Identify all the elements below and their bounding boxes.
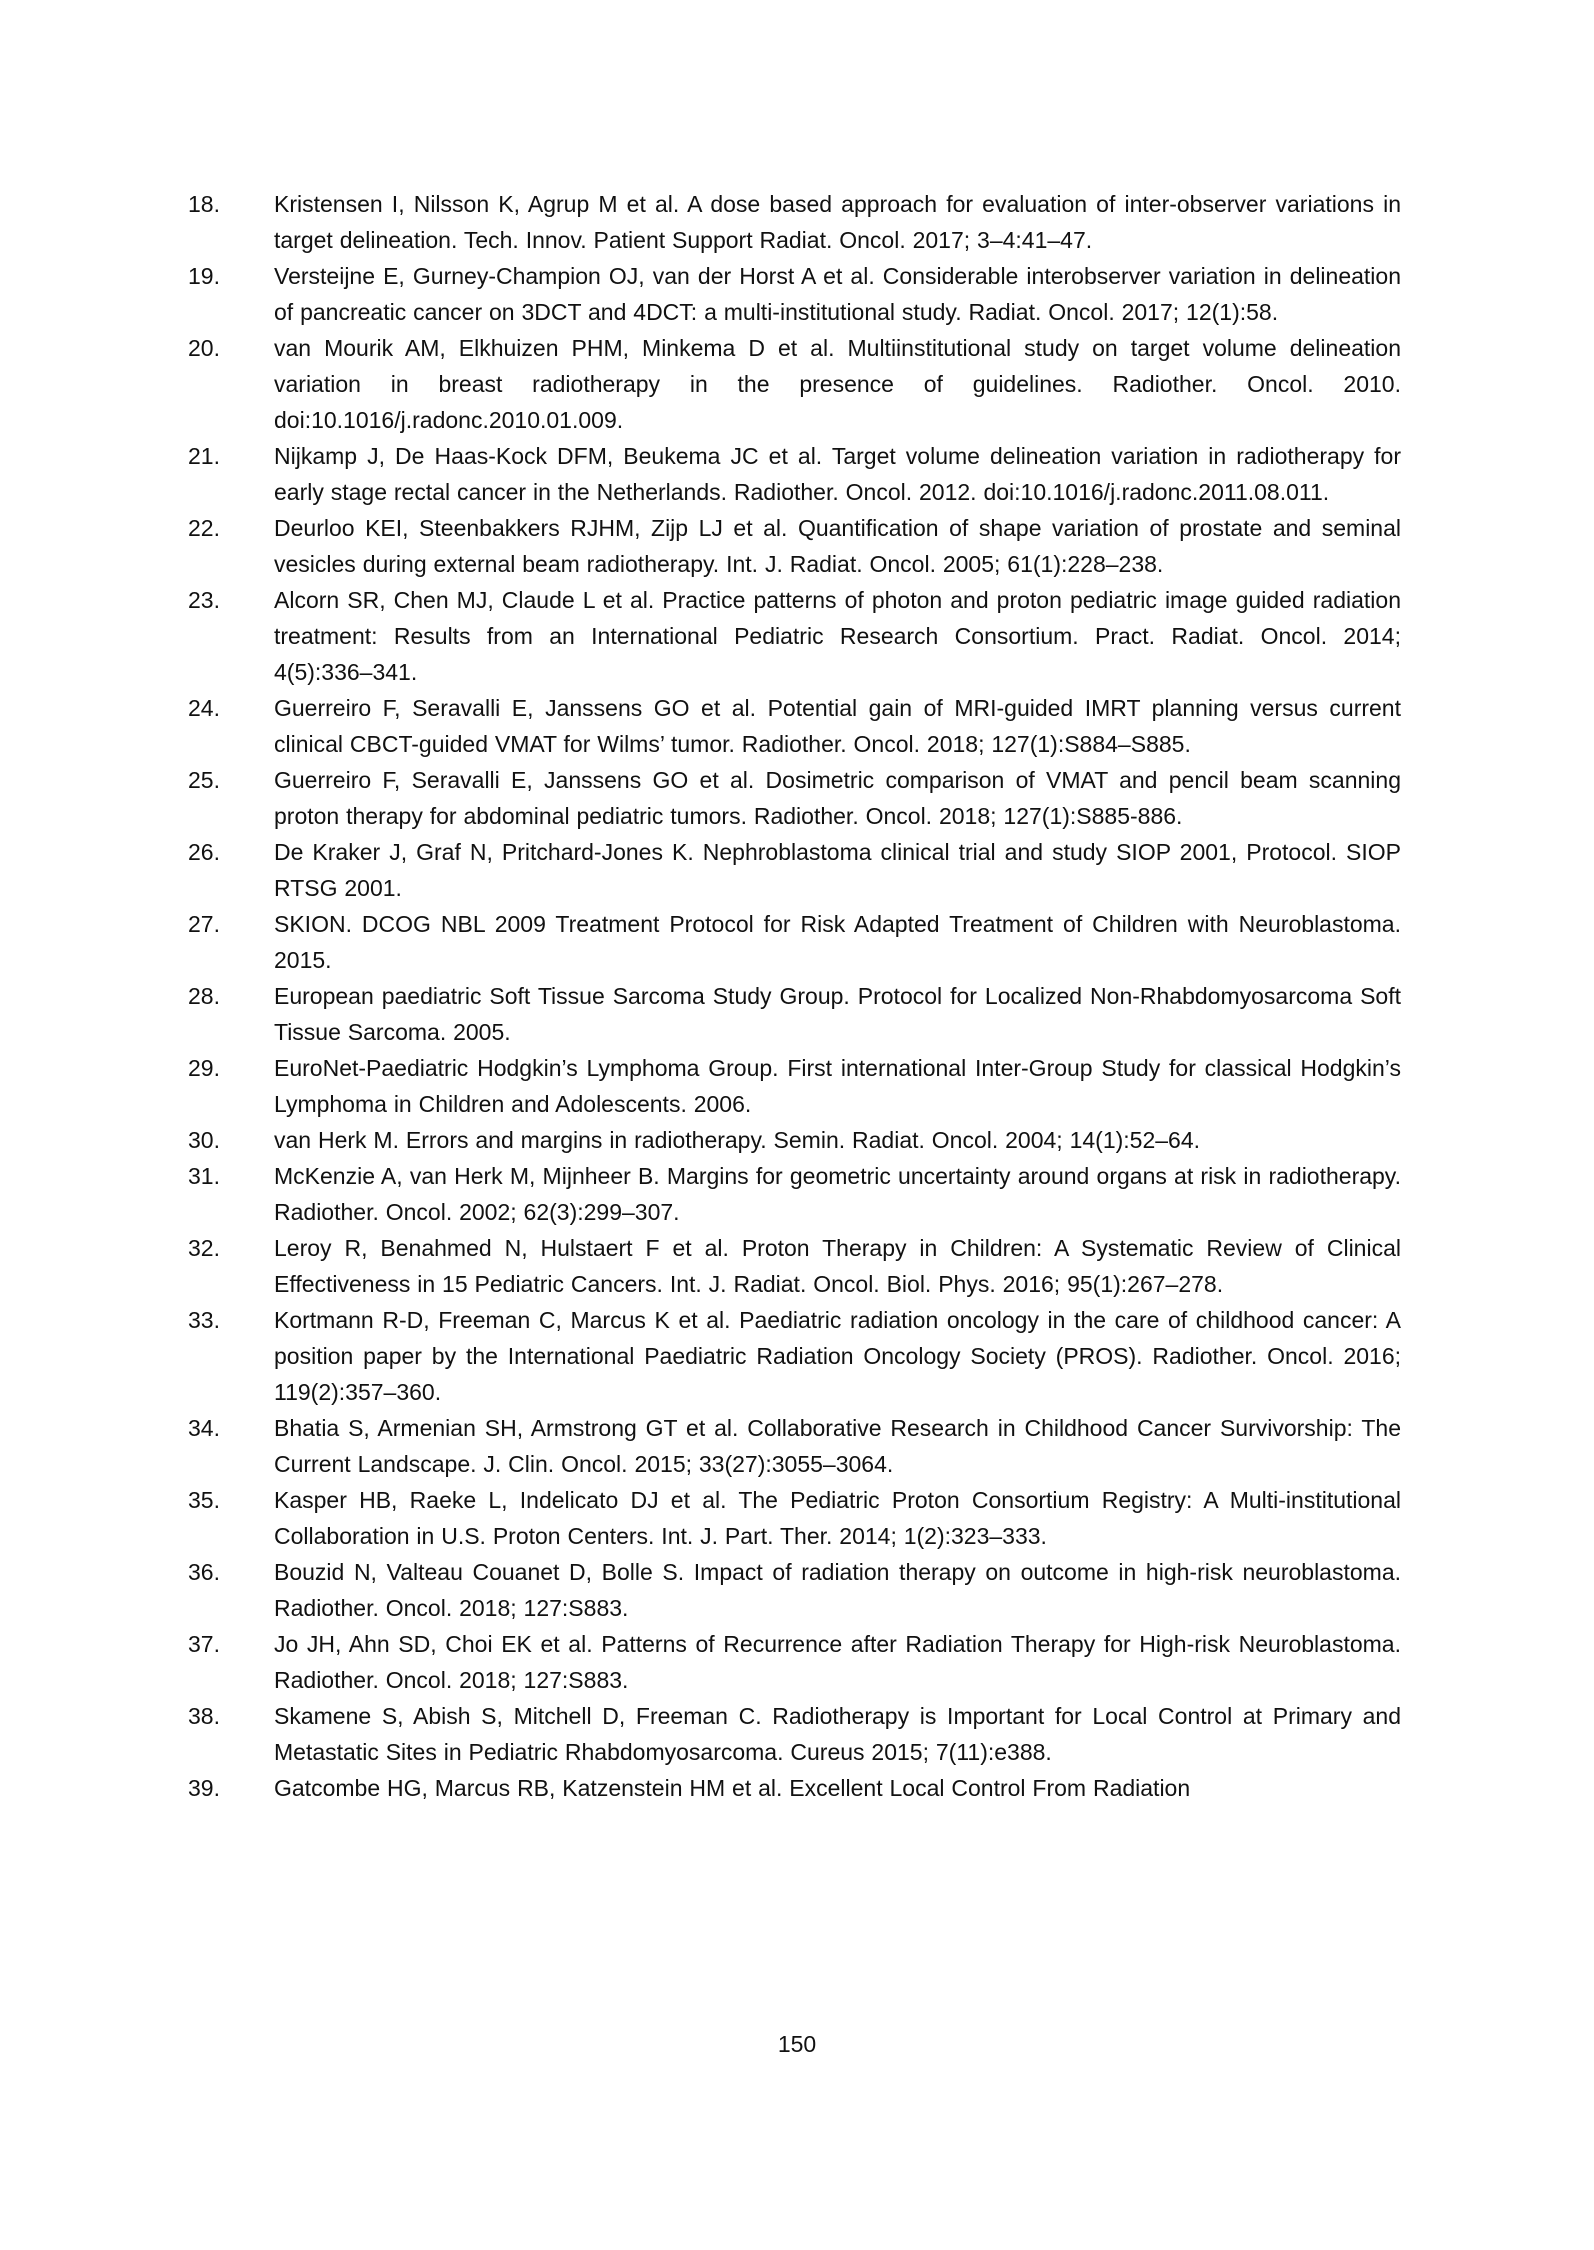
- reference-item: [188, 1050, 1401, 1122]
- reference-text: Bouzid N, Valteau Couanet D, Bolle S. Impact of radiation therapy on outcome in high-risk neuroblastoma. Radiother. Oncol. 2018; 127:S883.: [274, 1559, 1401, 1621]
- reference-text: Deurloo KEI, Steenbakkers RJHM, Zijp LJ et al. Quantification of shape variation of prostate and seminal vesicles during external beam radiotherapy. Int. J. Radiat. Oncol. 2005; 61(1):228–238.: [274, 515, 1401, 577]
- reference-number: 33.: [188, 1307, 220, 1333]
- reference-text: Gatcombe HG, Marcus RB, Katzenstein HM et al. Excellent Local Control From Radiation: [274, 1775, 1191, 1801]
- reference-number: 29.: [188, 1055, 220, 1081]
- reference-number: 20.: [188, 335, 220, 361]
- reference-text: Jo JH, Ahn SD, Choi EK et al. Patterns of Recurrence after Radiation Therapy for High-risk Neuroblastoma. Radiother. Oncol. 2018; 127:S883.: [274, 1631, 1401, 1693]
- reference-item: [188, 1770, 1401, 1806]
- reference-item: [188, 690, 1401, 762]
- reference-number: 32.: [188, 1235, 220, 1261]
- reference-item: [188, 258, 1401, 330]
- reference-text: Kortmann R-D, Freeman C, Marcus K et al. Paediatric radiation oncology in the care of childhood cancer: A position paper by the International Paediatric Radiation Oncology Society (PROS). Radiother. Oncol. 2016; 119(2):357–360.: [274, 1307, 1401, 1405]
- reference-text: Versteijne E, Gurney-Champion OJ, van der Horst A et al. Considerable interobserver variation in delineation of pancreatic cancer on 3DCT and 4DCT: a multi-institutional study. Radiat. Oncol. 2017; 12(1):58.: [274, 263, 1401, 325]
- reference-text: Leroy R, Benahmed N, Hulstaert F et al. Proton Therapy in Children: A Systematic Review of Clinical Effectiveness in 15 Pediatric Cancers. Int. J. Radiat. Oncol. Biol. Phys. 2016; 95(1):267–278.: [274, 1235, 1401, 1297]
- page-number: 150: [777, 2031, 817, 2057]
- reference-text: De Kraker J, Graf N, Pritchard-Jones K. Nephroblastoma clinical trial and study SIOP 2001, Protocol. SIOP RTSG 2001.: [274, 839, 1401, 901]
- reference-item: [188, 1698, 1401, 1770]
- reference-text: van Mourik AM, Elkhuizen PHM, Minkema D et al. Multiinstitutional study on target volume delineation variation in breast radiotherapy in the presence of guidelines. Radiother. Oncol. 2010. doi:10.1016/j.radonc.2010.01.009.: [274, 335, 1401, 433]
- reference-text: European paediatric Soft Tissue Sarcoma Study Group. Protocol for Localized Non-Rhabdomyosarcoma Soft Tissue Sarcoma. 2005.: [274, 983, 1401, 1045]
- reference-text: Nijkamp J, De Haas-Kock DFM, Beukema JC et al. Target volume delineation variation in radiotherapy for early stage rectal cancer in the Netherlands. Radiother. Oncol. 2012. doi:10.1016/j.radonc.2011.08.011.: [274, 443, 1401, 505]
- reference-number: 37.: [188, 1631, 220, 1657]
- reference-item: [188, 834, 1401, 906]
- reference-number: 26.: [188, 839, 220, 865]
- reference-item: [188, 1410, 1401, 1482]
- reference-number: 35.: [188, 1487, 220, 1513]
- reference-text: Kristensen I, Nilsson K, Agrup M et al. A dose based approach for evaluation of inter-observer variations in target delineation. Tech. Innov. Patient Support Radiat. Oncol. 2017; 3–4:41–47.: [274, 191, 1401, 253]
- reference-item: [188, 330, 1401, 438]
- reference-number: 22.: [188, 515, 220, 541]
- reference-number: 30.: [188, 1127, 220, 1153]
- reference-item: [188, 1158, 1401, 1230]
- reference-item: [188, 186, 1401, 258]
- reference-text: EuroNet-Paediatric Hodgkin’s Lymphoma Group. First international Inter-Group Study for classical Hodgkin’s Lymphoma in Children and Adolescents. 2006.: [274, 1055, 1401, 1117]
- reference-number: 28.: [188, 983, 220, 1009]
- reference-item: [188, 1122, 1401, 1158]
- reference-number: 25.: [188, 767, 220, 793]
- reference-item: [188, 762, 1401, 834]
- reference-text: Kasper HB, Raeke L, Indelicato DJ et al. The Pediatric Proton Consortium Registry: A Multi-institutional Collaboration in U.S. Proton Centers. Int. J. Part. Ther. 2014; 1(2):323–333.: [274, 1487, 1401, 1549]
- reference-number: 38.: [188, 1703, 220, 1729]
- reference-text: SKION. DCOG NBL 2009 Treatment Protocol for Risk Adapted Treatment of Children with Neuroblastoma. 2015.: [274, 911, 1401, 973]
- reference-text: Guerreiro F, Seravalli E, Janssens GO et al. Potential gain of MRI-guided IMRT planning versus current clinical CBCT-guided VMAT for Wilms’ tumor. Radiother. Oncol. 2018; 127(1):S884–S885.: [274, 695, 1401, 757]
- reference-number: 39.: [188, 1775, 220, 1801]
- reference-item: [188, 1554, 1401, 1626]
- reference-text: Skamene S, Abish S, Mitchell D, Freeman C. Radiotherapy is Important for Local Control at Primary and Metastatic Sites in Pediatric Rhabdomyosarcoma. Cureus 2015; 7(11):e388.: [274, 1703, 1401, 1765]
- reference-item: [188, 1302, 1401, 1410]
- reference-number: 27.: [188, 911, 220, 937]
- reference-item: [188, 906, 1401, 978]
- reference-item: [188, 510, 1401, 582]
- reference-number: 19.: [188, 263, 220, 289]
- reference-list: [188, 186, 1401, 1806]
- reference-number: 34.: [188, 1415, 220, 1441]
- reference-text: Bhatia S, Armenian SH, Armstrong GT et al. Collaborative Research in Childhood Cancer Survivorship: The Current Landscape. J. Clin. Oncol. 2015; 33(27):3055–3064.: [274, 1415, 1401, 1477]
- reference-number: 31.: [188, 1163, 220, 1189]
- reference-text: McKenzie A, van Herk M, Mijnheer B. Margins for geometric uncertainty around organs at risk in radiotherapy. Radiother. Oncol. 2002; 62(3):299–307.: [274, 1163, 1401, 1225]
- reference-text: Guerreiro F, Seravalli E, Janssens GO et al. Dosimetric comparison of VMAT and pencil beam scanning proton therapy for abdominal pediatric tumors. Radiother. Oncol. 2018; 127(1):S885-886.: [274, 767, 1401, 829]
- reference-number: 36.: [188, 1559, 220, 1585]
- reference-text: Alcorn SR, Chen MJ, Claude L et al. Practice patterns of photon and proton pediatric image guided radiation treatment: Results from an International Pediatric Research Consortium. Pract. Radiat. Oncol. 2014; 4(5):336–341.: [274, 587, 1401, 685]
- reference-number: 18.: [188, 191, 220, 217]
- reference-item: [188, 582, 1401, 690]
- reference-item: [188, 1626, 1401, 1698]
- reference-number: 24.: [188, 695, 220, 721]
- reference-item: [188, 1230, 1401, 1302]
- reference-item: [188, 1482, 1401, 1554]
- reference-number: 21.: [188, 443, 220, 469]
- reference-number: 23.: [188, 587, 220, 613]
- reference-item: [188, 438, 1401, 510]
- reference-item: [188, 978, 1401, 1050]
- reference-text: van Herk M. Errors and margins in radiotherapy. Semin. Radiat. Oncol. 2004; 14(1):52–64.: [274, 1127, 1201, 1153]
